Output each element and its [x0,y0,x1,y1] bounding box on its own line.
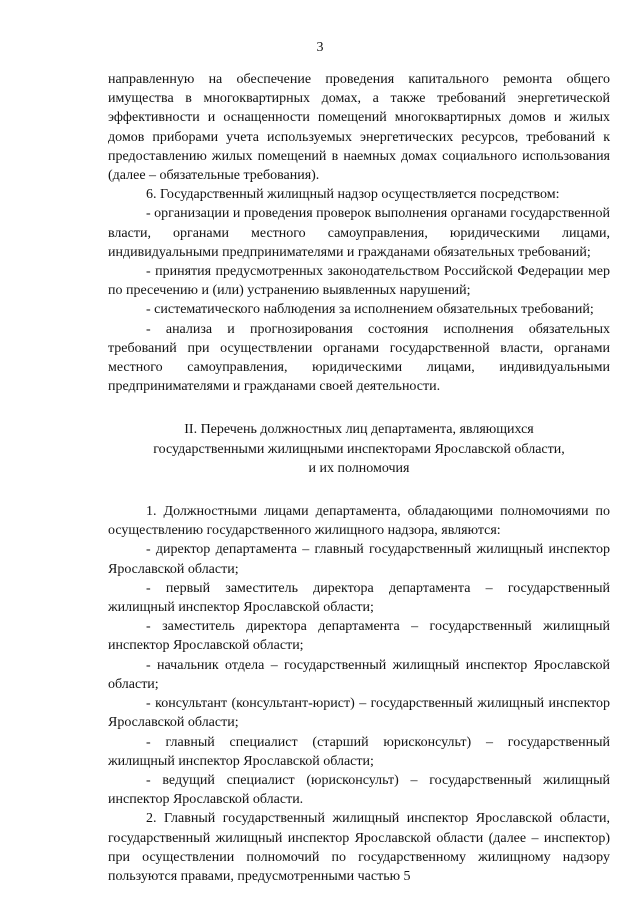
list-item: - начальник отдела – государственный жилищный инспектор Ярославской области; [108,657,610,692]
section-heading-line: II. Перечень должностных лиц департамента, являющихся [184,422,534,438]
section-heading [108,420,610,478]
list-item: - ведущий специалист (юрисконсульт) – государственный жилищный инспектор Ярославской области. [108,772,610,808]
paragraph: 6. Государственный жилищный надзор осуществляется посредством: [146,187,560,203]
section-heading-line: и их полномочия [308,460,410,476]
list-item: - принятия предусмотренных законодательством Российской Федерации мер по пресечению и (или) устранению выявленных нарушений; [108,264,610,299]
paragraph: 2. Главный государственный жилищный инспектор Ярославской области, государственный жилищный инспектор Ярославской области (далее – инспектор) при осуществлении полномочий по государственному жилищному надзору пользуются правами, предусмотренными частью 5 [108,811,610,884]
list-item: - главный специалист (старший юрисконсульт) – государственный жилищный инспектор Ярославской области; [108,734,610,769]
list-item: - заместитель директора департамента – государственный жилищный инспектор Ярославской области; [108,619,610,654]
list-item: - анализа и прогнозирования состояния исполнения обязательных требований при осуществлении органами государственной власти, органами местного самоуправления, юридическими лицами, индивидуальными предпринимателями и гражданами своей деятельности. [108,321,610,395]
list-item: - консультант (консультант-юрист) – государственный жилищный инспектор Ярославской области; [108,696,610,731]
section-heading-line: государственными жилищными инспекторами Ярославской области, [153,441,565,457]
list-item: - первый заместитель директора департамента – государственный жилищный инспектор Ярославской области; [108,580,610,616]
document-body [108,70,610,886]
page-number: 3 [316,40,324,55]
list-item: - директор департамента – главный государственный жилищный инспектор Ярославской области; [108,542,610,577]
list-item: - организации и проведения проверок выполнения органами государственной власти, органами местного самоуправления, юридическими лицами, индивидуальными предпринимателями и гражданами обязательных требований; [108,206,610,260]
paragraph: 1. Должностными лицами департамента, обладающими полномочиями по осуществлению государственного жилищного надзора, являются: [108,504,610,539]
paragraph: направленную на обеспечение проведения капитального ремонта общего имущества в многоквартирных домах, а также требований энергетической эффективности и оснащенности помещений многоквартирных домов и жилых домов приборами учета используемых энергетических ресурсов, требований к предоставлению жилых помещений в наемных домах социального использования (далее – обязательные требования). [108,72,610,184]
list-item: - систематического наблюдения за исполнением обязательных требований; [146,302,594,318]
